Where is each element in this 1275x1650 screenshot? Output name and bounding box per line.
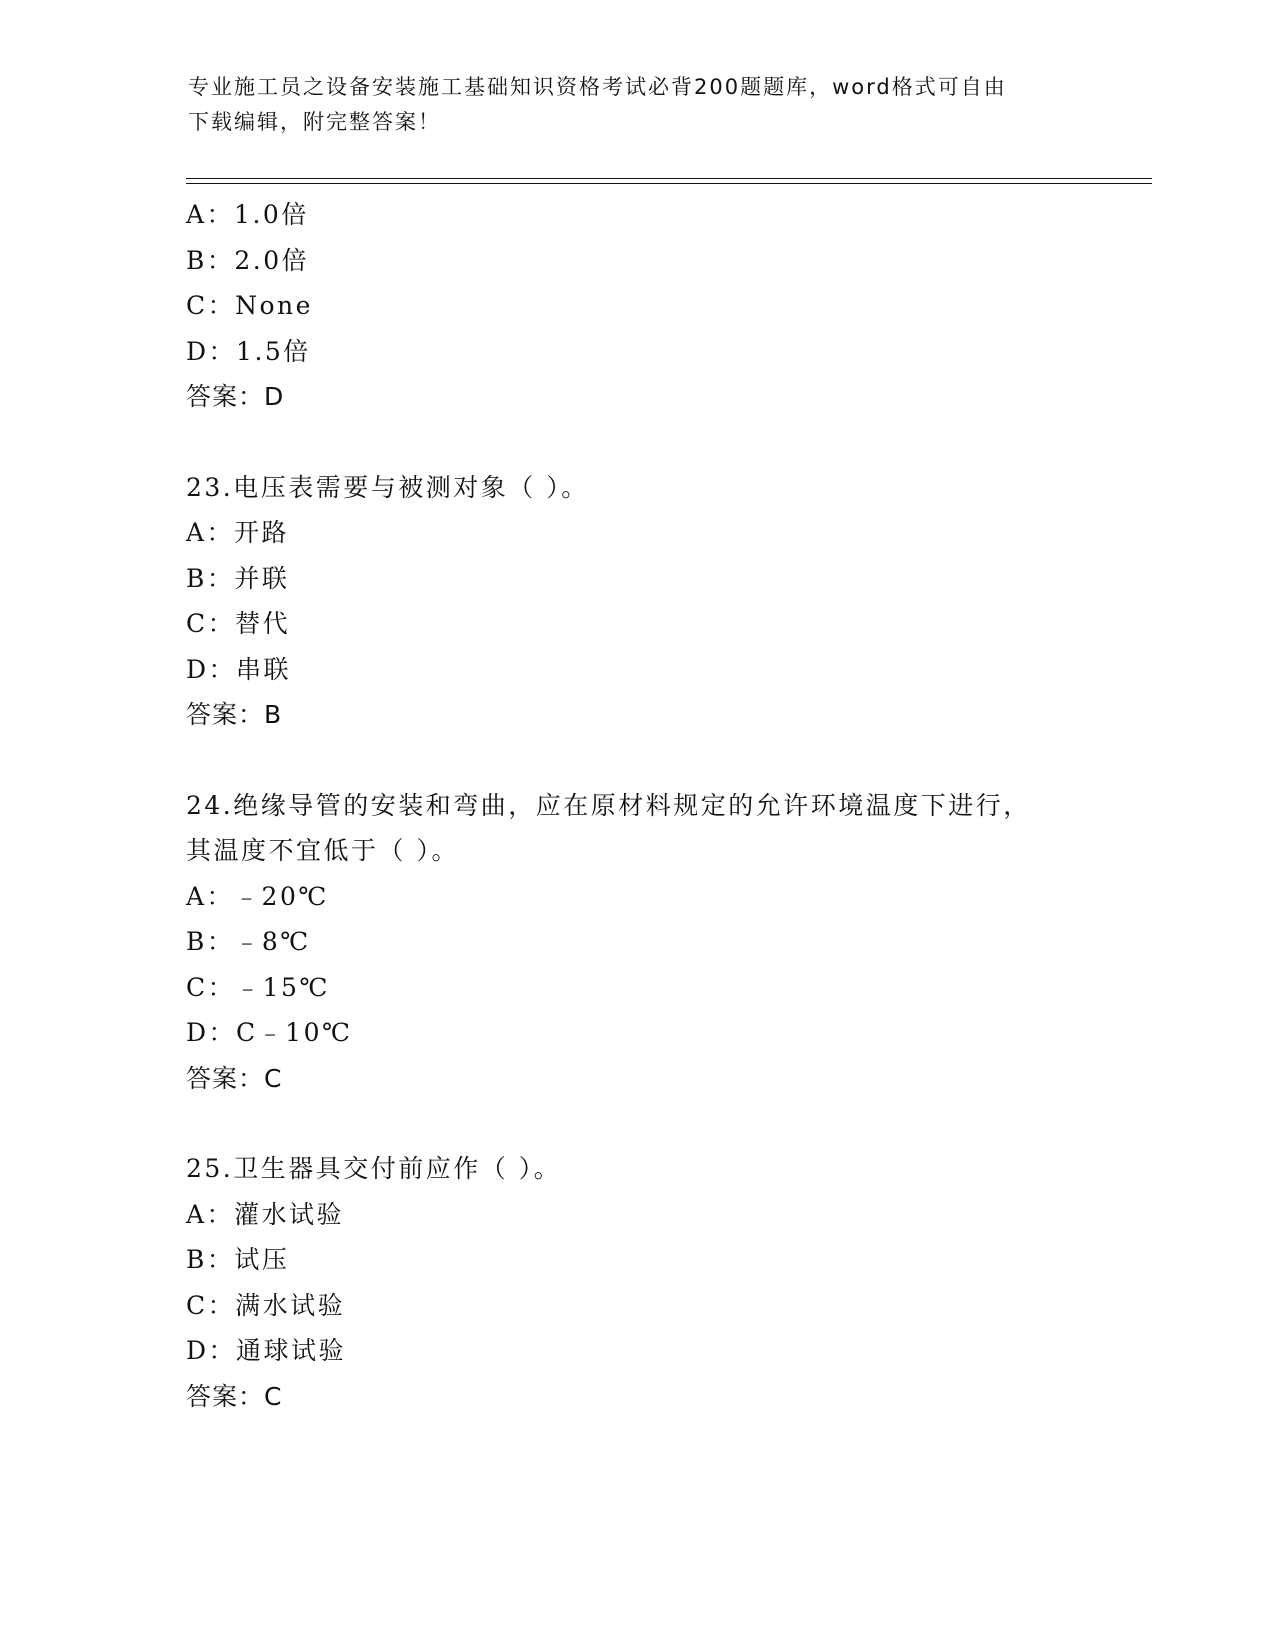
option-b: B：试压 [186,1245,290,1274]
question-text-line-2: 其温度不宜低于（ ）。 [186,836,459,865]
spacer [186,420,1146,465]
option-a: A：﹣20℃ [186,881,329,911]
spacer [186,1101,1146,1146]
answer: 答案：D [186,382,285,411]
question-text: 23.电压表需要与被测对象（ ）。 [186,472,589,502]
question-text-line-1: 24.绝缘导管的安装和弯曲，应在原材料规定的允许环境温度下进行， [186,790,1031,820]
option-b: B：﹣8℃ [186,927,311,956]
answer: 答案：B [186,700,283,729]
option-c: C：None [186,291,313,320]
header-rule-top [186,178,1152,179]
option-c: C：满水试验 [186,1290,346,1320]
question-23 [186,465,1146,738]
option-b: B：并联 [186,563,290,593]
question-24 [186,783,1146,1102]
question-22-continued [186,192,1146,420]
header-line-2: 下载编辑，附完整答案！ [188,110,441,134]
question-list [186,192,1146,1419]
question-text: 25.卫生器具交付前应作（ ）。 [186,1154,562,1183]
document-header [188,70,1068,140]
header-line-1: 专业施工员之设备安装施工基础知识资格考试必背200题题库，word格式可自由 [188,75,1007,99]
answer: 答案：C [186,1063,283,1093]
question-25 [186,1146,1146,1419]
option-a: A：开路 [186,518,290,547]
option-d: D：通球试验 [186,1336,347,1365]
option-d: D：C﹣10℃ [186,1018,353,1047]
header-rule-bottom [186,183,1152,184]
option-b: B：2.0倍 [186,245,310,275]
answer: 答案：C [186,1381,283,1411]
spacer [186,738,1146,783]
option-d: D：1.5倍 [186,336,311,366]
option-c: C：﹣15℃ [186,972,330,1002]
option-a: A：1.0倍 [186,200,309,229]
option-d: D：串联 [186,654,292,684]
option-a: A：灌水试验 [186,1199,345,1229]
option-c: C：替代 [186,609,291,638]
